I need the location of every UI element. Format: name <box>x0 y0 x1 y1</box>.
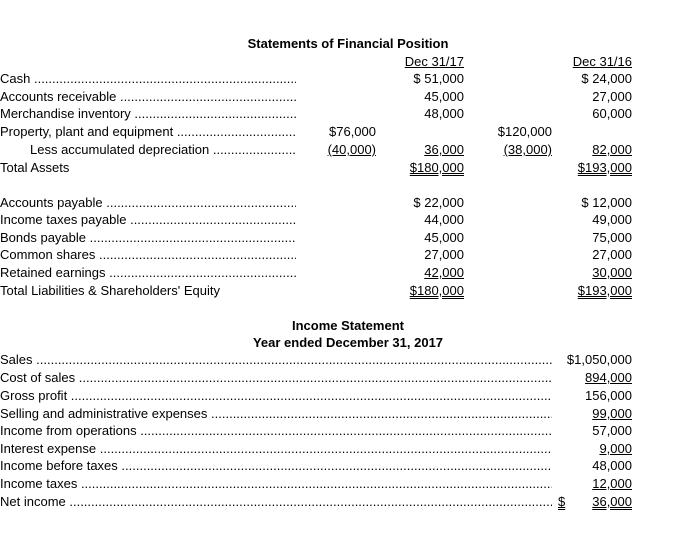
income-value: 156,000 <box>585 388 632 403</box>
row-label: Total Liabilities & Shareholders' Equity <box>0 283 220 298</box>
value-2016: 75,000 <box>592 230 632 245</box>
value-2016: $ 24,000 <box>581 71 632 86</box>
income-value: 57,000 <box>592 423 632 438</box>
row-label: Accounts payable ..... <box>0 195 296 211</box>
row-label: Accounts receivable ..... <box>0 89 296 105</box>
col-header-2017: Dec 31/17 <box>404 54 464 69</box>
income-value: $1,050,000 <box>566 352 632 367</box>
value-2017: 42,000 <box>424 265 464 280</box>
income-value: 12,000 <box>592 476 632 491</box>
accum-depreciation-2016: (38,000) <box>503 142 552 157</box>
income-statement-title: Income Statement <box>292 318 404 333</box>
asset-cost-2016: $120,000 <box>497 124 552 139</box>
value-2017: 45,000 <box>424 89 464 104</box>
net-income-value: 36,000 <box>592 494 632 509</box>
row-label: Net income ..... <box>0 494 552 510</box>
total-2016: $193,000 <box>577 283 632 298</box>
row-label: Gross profit ..... <box>0 388 552 404</box>
income-value: 894,000 <box>585 370 632 385</box>
accum-depreciation-2017: (40,000) <box>327 142 376 157</box>
income-value: 9,000 <box>599 441 632 456</box>
income-value: 48,000 <box>592 458 632 473</box>
value-2016: $ 12,000 <box>581 195 632 210</box>
value-2017: 44,000 <box>424 212 464 227</box>
value-2016: 82,000 <box>592 142 632 157</box>
total-2016: $193,000 <box>577 160 632 175</box>
asset-cost-2017: $76,000 <box>329 124 376 139</box>
row-label: Income before taxes ..... <box>0 458 552 474</box>
value-2017: 45,000 <box>424 230 464 245</box>
row-label: Income taxes ..... <box>0 476 552 492</box>
value-2017: $ 51,000 <box>413 71 464 86</box>
row-label: Income taxes payable ..... <box>0 212 296 228</box>
row-label: Cost of sales ..... <box>0 370 552 386</box>
row-label: Selling and administrative expenses ..... <box>0 406 552 422</box>
col-header-2016: Dec 31/16 <box>572 54 632 69</box>
value-2016: 60,000 <box>592 106 632 121</box>
value-2017: 36,000 <box>424 142 464 157</box>
value-2016: 27,000 <box>592 89 632 104</box>
total-2017: $180,000 <box>409 160 464 175</box>
value-2016: 27,000 <box>592 247 632 262</box>
income-statement-subtitle: Year ended December 31, 2017 <box>252 335 444 350</box>
row-label: Sales ..... <box>0 352 552 368</box>
row-label: Interest expense ..... <box>0 441 552 457</box>
row-label: Merchandise inventory ..... <box>0 106 296 122</box>
value-2017: 48,000 <box>424 106 464 121</box>
row-label: Bonds payable ..... <box>0 230 296 246</box>
income-value: 99,000 <box>592 406 632 421</box>
total-2017: $180,000 <box>409 283 464 298</box>
value-2017: $ 22,000 <box>413 195 464 210</box>
row-label: Total Assets <box>0 160 70 175</box>
row-label: Income from operations ..... <box>0 423 552 439</box>
value-2017: 27,000 <box>424 247 464 262</box>
row-label: Cash ..... <box>0 71 296 87</box>
balance-sheet-title: Statements of Financial Position <box>247 36 449 51</box>
row-label: Less accumulated depreciation ..... <box>0 142 296 158</box>
row-label: Property, plant and equipment ..... <box>0 124 296 140</box>
row-label: Common shares ..... <box>0 247 296 263</box>
row-label: Retained earnings ..... <box>0 265 296 281</box>
value-2016: 30,000 <box>592 265 632 280</box>
value-2016: 49,000 <box>592 212 632 227</box>
net-income-dollar-sign: $ <box>558 494 566 509</box>
